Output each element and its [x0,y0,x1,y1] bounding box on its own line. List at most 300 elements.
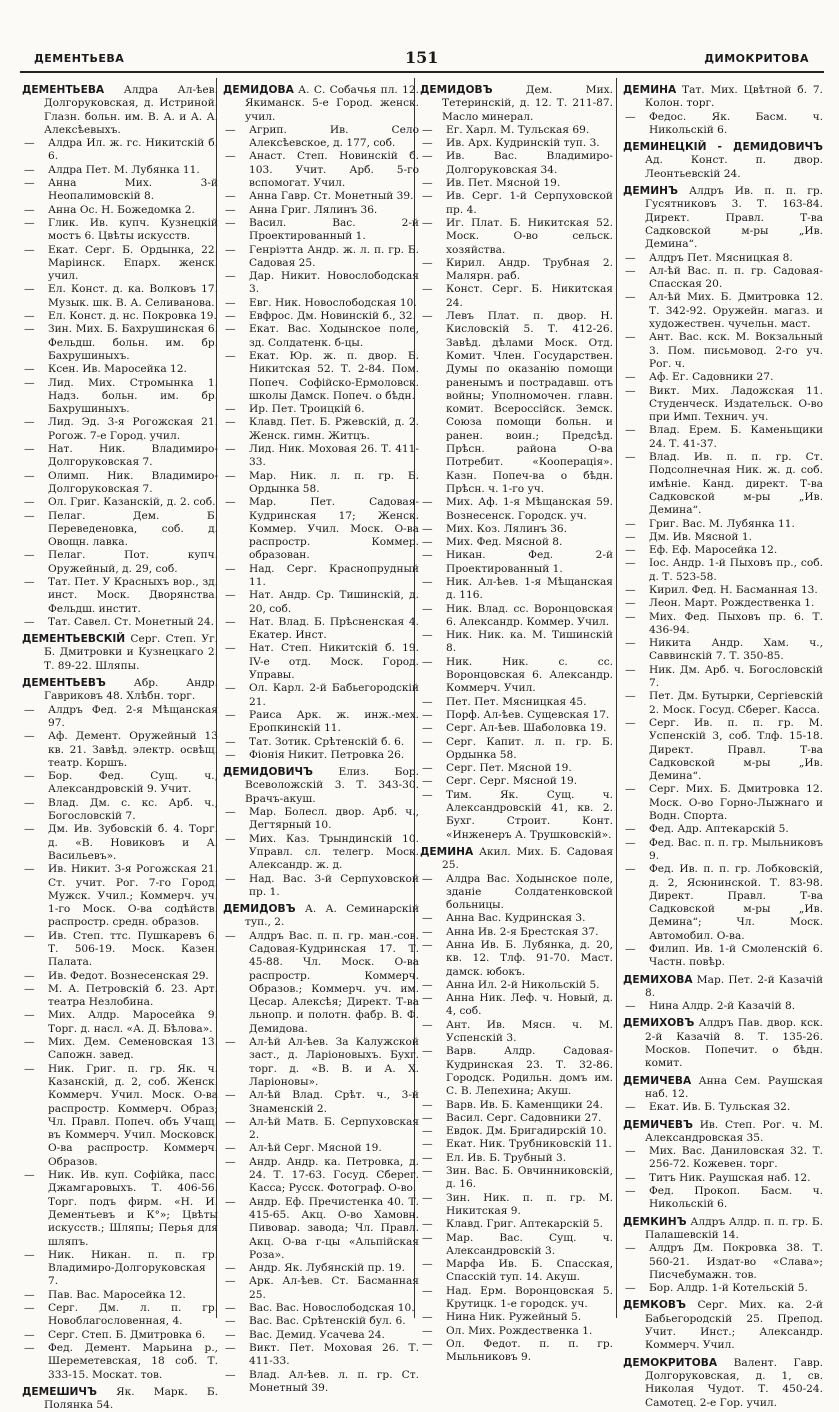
entry-text: Серг. Дм. л. п. гр. Новоблагословенная, 4. [48,1302,218,1328]
ditto-dash: — [422,177,433,190]
ditto-dash: — [625,557,636,570]
ditto-dash: — [24,969,35,982]
directory-entry [22,443,218,470]
ditto-dash: — [24,310,35,323]
entry-surname: ДЕМКИНЪ [623,1215,687,1228]
directory-entry [623,331,823,371]
ditto-dash: — [225,416,236,429]
entry-text: Пет. Пет. Мясницкая 45. [446,695,587,708]
entry-text: Ник. Ал-ѣев. 1-я Мѣщанская д. 116. [446,575,613,602]
ditto-dash: — [422,1324,433,1337]
directory-entry [623,84,823,111]
directory-entry [22,633,218,673]
entry-text: Алдръ Пет. Мясницкая 8. [649,251,793,264]
ditto-dash: — [225,1036,236,1049]
ditto-dash: — [24,863,35,876]
ditto-dash: — [24,323,35,336]
ditto-dash: — [422,708,433,721]
directory-entry [623,863,823,943]
directory-entry [22,1169,218,1249]
entry-surname: ДЕМЕНТЬЕВСКІЙ [22,633,126,646]
ditto-dash: — [422,1165,433,1178]
entry-text: Кирил. Андр. Трубная 2. Малярн. раб. [446,256,613,283]
directory-entry [623,518,823,531]
directory-entry [223,124,419,151]
ditto-dash: — [24,203,35,216]
ditto-dash: — [625,1101,636,1114]
directory-entry [223,84,419,124]
directory-entry [223,204,419,217]
directory-entry [22,616,218,629]
entry-text: Елиз. Бор. Всеволожскій 3. Т. 343-30. Врачъ-акуш. [245,766,419,805]
entry-text: Абр. Андр. Гавриковъ 48. Хлѣбн. торг. [44,677,218,703]
ditto-dash: — [225,589,236,602]
ditto-dash: — [225,1302,236,1315]
directory-entry [420,603,613,630]
entry-text: Ел. Конст. д. ка. Волковъ 17. Музык. шк. В. А. Селиванова. [48,283,218,309]
entry-text: Ал-ѣй Влад. Срѣт. ч., 3-й Знаменскій 2. [249,1089,419,1115]
ditto-dash: — [422,695,433,708]
entry-surname: ДЕМИДОВЪ [420,84,493,96]
directory-entry [420,257,613,284]
ditto-dash: — [24,1248,35,1261]
ditto-dash: — [24,796,35,809]
ditto-dash: — [24,1169,35,1182]
entry-text: Ив. Степ. ттс. Пушкаревъ 6. Т. 506-19. Моск. Казен. Палата. [48,929,218,969]
entry-surname: ДЕМЕШИЧЪ [22,1385,97,1398]
ditto-dash: — [225,682,236,695]
entry-text: Влад. Дм. с. кс. Арб. ч., Богословскій 7. [48,796,218,823]
entry-text: Алдра Ил. ж. гс. Никитскій б. 6. [48,137,218,163]
entry-surname: ДЕМИДОВЪ [223,903,296,916]
directory-entry [223,642,419,682]
directory-entry [623,974,823,1001]
ditto-dash: — [225,296,236,309]
entry-text: Екат. Ив. Б. Тульская 32. [649,1101,791,1114]
ditto-dash: — [625,1171,636,1184]
directory-entry [623,1282,823,1295]
ditto-dash: — [625,716,636,729]
ditto-dash: — [625,110,636,123]
directory-entry [420,549,613,576]
entry-text: Ал-ѣй Вас. п. п. гр. Садовая-Спасская 20. [649,264,823,291]
entry-text: Мар. Пет. 2-й Казачій 8. [645,973,823,999]
ditto-dash: — [625,264,636,277]
ditto-dash: — [225,123,236,136]
entry-text: Нина Алдр. 2-й Казачій 8. [649,1000,796,1013]
entry-text: Пав. Вас. Маросейка 12. [48,1288,186,1301]
directory-entry [623,584,823,597]
directory-entry [623,637,823,664]
entry-text: Дм. Ив. Мясной 1. [649,530,752,543]
directory-entry [223,1262,419,1275]
directory-entry [22,496,218,509]
entry-text: Мих. Дем. Семеновская 13. Сапожн. завед. [48,1036,218,1062]
directory-entry [420,1099,613,1112]
directory-entry [22,730,218,770]
directory-entry [22,1289,218,1302]
ditto-dash: — [422,1098,433,1111]
directory-entry [22,1063,218,1169]
ditto-dash: — [24,376,35,389]
ditto-dash: — [225,243,236,256]
entry-text: Нат. Ник. Владимиро-Долгоруковская 7. [48,443,218,469]
ditto-dash: — [625,530,636,543]
directory-entry [22,549,218,576]
ditto-dash: — [422,123,433,136]
entry-text: Алдра Пет. М. Лубянка 11. [48,163,200,176]
directory-entry [420,846,613,873]
directory-entry [223,563,419,590]
entry-text: Екат. Вас. Ходынское поле, зд. Солдатенк. б-цы. [249,323,419,349]
entry-text: Ник. Григ. п. гр. Як. ч. Казанскій, д. 2, соб. Женск. Коммерч. Учил. Моск. О-ва распростр. Коммерч. Образ; Чл. Правл. Попеч. объ Учащ. въ Коммерч. Учил. Московск. О-ва распростр. Коммерч. Образов. [48,1062,218,1168]
directory-entry [420,979,613,992]
directory-entry [420,1192,613,1219]
ditto-dash: — [24,509,35,522]
ditto-dash: — [422,925,433,938]
ditto-dash: — [24,163,35,176]
entry-text: Ел. Ив. Б. Трубный 3. [446,1151,567,1164]
directory-entry [420,709,613,722]
directory-entry [223,709,419,736]
entry-surname: ДЕМИНЕЦКІЙ - ДЕМИДОВИЧЪ [623,141,823,154]
ditto-dash: — [24,823,35,836]
entry-surname: ДЕМИЧЕВЪ [623,1118,693,1131]
entry-text: Серг. Степ. Б. Дмитровка 6. [48,1328,206,1341]
ditto-dash: — [225,270,236,283]
directory-entry [420,1045,613,1098]
ditto-dash: — [625,823,636,836]
entry-text: Ал-ѣй Матв. Б. Серпуховская 2. [249,1115,419,1142]
ditto-dash: — [422,775,433,788]
entry-text: Ив. Вас. Владимиро-Долгоруковская 34. [446,150,613,176]
ditto-dash: — [24,615,35,628]
entry-text: Лид. Эд. 3-я Рогожская 21. Рогож. 7-е Город. учил. [48,416,218,442]
ditto-dash: — [225,748,236,761]
ditto-dash: — [225,216,236,229]
directory-entry [420,177,613,190]
entry-surname: ДЕМЕНТЬЕВЪ [22,677,106,690]
entry-text: Мих. Алдр. Маросейка 9. Торг. д. насл. «А. Д. Бѣлова». [48,1009,218,1035]
running-head-right: ДИМОКРИТОВА [704,52,809,65]
directory-entry [420,1152,613,1165]
ditto-dash: — [422,788,433,801]
entry-text: Серг. Серг. Мясной 19. [446,775,578,788]
ditto-dash: — [225,1315,236,1328]
ditto-dash: — [24,929,35,942]
entry-text: Зин. Мих. Б. Бахрушинская 6. Фельдш. больн. им. бр. Бахрушиныхъ. [48,323,218,362]
entry-text: Федос. Як. Басм. ч. Никольскій 6. [649,110,823,136]
entry-text: Акил. Мих. Б. Садовая 25. [442,845,613,872]
entry-text: Ал-ѣй Мих. Б. Дмитровка 12. Т. 342-92. Оружейн. магаз. и художествен. чучельн. маст. [649,291,823,331]
directory-entry [420,310,613,496]
ditto-dash: — [24,363,35,376]
ditto-dash: — [625,943,636,955]
ditto-dash: — [625,517,636,530]
directory-entry [623,1185,823,1212]
ditto-dash: — [225,203,236,216]
entry-text: Алдръ Фед. 2-я Мѣщанская 97. [48,703,218,729]
directory-entry [420,1338,613,1365]
directory-entry [623,1172,823,1185]
entry-text: Ег. Харл. М. Тульская 69. [446,123,590,136]
ditto-dash: — [24,416,35,429]
entry-surname: ДЕМЕНТЬЕВА [22,84,105,96]
ditto-dash: — [422,978,433,991]
ditto-dash: — [625,544,636,557]
ditto-dash: — [225,832,236,845]
directory-entry [22,930,218,970]
entry-text: Іос. Андр. 1-й Пыховъ пр., соб. д. Т. 523-58. [649,557,823,583]
ditto-dash: — [625,610,636,623]
running-head [0,50,839,70]
directory-entry [223,416,419,443]
directory-entry [223,244,419,271]
entry-text: Евфрос. Дм. Новинскій б., 32. [249,310,416,323]
directory-entry [22,416,218,443]
entry-text: Над. Ерм. Воронцовская 5. Крутицк. 1-е городск. уч. [446,1284,613,1311]
directory-entry [420,775,613,788]
entry-text: Леон. Март. Рождественка 1. [649,597,815,610]
entry-text: Пет. Дм. Бутырки, Сергіевскій 2. Моск. Госуд. Сберег. Касса. [649,690,823,716]
directory-entry [623,1075,823,1102]
entry-text: Алдръ Пав. двор. кск. 2-й Казачій 8. Т. 135-26. Москов. Попечит. о бѣдн. комит. [645,1017,823,1070]
directory-entry [420,536,613,549]
ditto-dash: — [225,1089,236,1102]
directory-entry [22,204,218,217]
directory-entry [22,1249,218,1289]
directory-entry [22,377,218,417]
directory-entry [420,1285,613,1312]
ditto-dash: — [422,310,433,323]
ditto-dash: — [225,1115,236,1128]
entry-text: Евдок. Дм. Бригадирскій 10. [446,1125,607,1138]
entry-text: Тат. Савел. Ст. Монетный 24. [48,615,214,628]
entry-text: Глик. Ив. купч. Кузнецкій мостъ 6. Цвѣты искусств. [48,216,218,243]
entry-text: Ив. Арх. Кудринскій туп. 3. [446,137,600,150]
ditto-dash: — [625,836,636,849]
entry-surname: ДЕМИХОВЪ [623,1017,695,1030]
entry-text: А. С. Собачья пл. 12. Якиманск. 5-е Город. женск. учил. [245,84,419,123]
ditto-dash: — [225,443,236,456]
directory-entry [623,451,823,517]
entry-text: Влад. Ал-ѣев. л. п. гр. Ст. Монетный 39. [249,1368,419,1394]
entry-text: Серг. Степ. Уг. Б. Дмитровки и Кузнецкаго 2. Т. 89-22. Шляпы. [44,633,218,672]
entry-text: Никан. Фед. 2-й Проектированный 1. [446,549,613,575]
directory-entry [223,496,419,562]
ditto-dash: — [225,469,236,482]
directory-entry [223,297,419,310]
directory-entry [623,597,823,610]
entry-text: Серг. Ив. п. п. гр. М. Успенскій 3, соб. Тлф. 15-18. Директ. Правл. Т-ва Садковской м-ры „Ив. Демина“. [649,716,823,783]
entry-text: Зин. Вас. Б. Овчинниковскій, д. 16. [446,1165,613,1191]
ditto-dash: — [422,655,433,668]
ditto-dash: — [422,1284,433,1297]
ditto-dash: — [24,1062,35,1075]
directory-entry [623,1119,823,1146]
directory-entry [420,762,613,775]
directory-entry [420,1019,613,1046]
directory-column-4 [623,80,823,1410]
entry-text: Серг. Пет. Мясной 19. [446,762,572,775]
directory-entry [223,833,419,873]
ditto-dash: — [422,872,433,885]
entry-text: Ол. Григ. Казанскій, д. 2. соб. [48,496,216,509]
entry-text: Титъ Ник. Раушская наб. 12. [649,1171,811,1184]
entry-text: Порф. Ал-ѣев. Сущевская 17. [446,708,610,721]
entry-text: Ник. Влад. сс. Воронцовская 6. Александр. Коммер. Учил. [446,602,613,628]
directory-entry [22,576,218,616]
entry-text: Васил. Вас. 2-й Проектированный 1. [249,216,419,243]
entry-text: Вас. Вас. Новослободская 10. [249,1302,415,1315]
directory-entry [223,1196,419,1262]
entry-text: Анаст. Степ. Новинскій б. 103. Учит. Арб. 5-го вспомогат. Учил. [249,150,419,190]
directory-entry [223,1342,419,1369]
entry-text: Екат. Ник. Трубниковскій 11. [446,1138,612,1151]
directory-entry [22,310,218,323]
entry-text: М. А. Петровскій б. 23. Арт. театра Незлобина. [48,982,218,1009]
directory-entry [623,1017,823,1070]
entry-surname: ДЕМИЧЕВА [623,1074,692,1087]
directory-entry [623,1299,823,1352]
directory-column-1 [22,80,218,1412]
directory-entry [420,1258,613,1285]
entry-text: Андр. Як. Лубянскій пр. 19. [249,1262,406,1275]
ditto-dash: — [625,783,636,796]
entry-text: Над. Серг. Краснопрудный 11. [249,562,419,588]
directory-entry [223,470,419,497]
directory-entry [623,531,823,544]
ditto-dash: — [225,735,236,748]
ditto-dash: — [24,1341,35,1354]
ditto-dash: — [422,602,433,615]
entry-text: Ир. Пет. Троицкій 6. [249,403,365,416]
entry-text: Анна Григ. Лялинъ 36. [249,203,378,216]
entry-text: Мих. Каз. Трындинскій 10. Управл. сл. телегр. Моск. Александр. ж. д. [249,832,419,872]
ditto-dash: — [24,177,35,190]
directory-entry [623,664,823,691]
entry-text: Раиса Арк. ж. инж.-мех. Еропкинскій 11. [249,708,419,735]
directory-entry [22,177,218,204]
entry-text: Тат. Зотик. Срѣтенскій б. 6. [249,735,405,748]
ditto-dash: — [422,939,433,951]
ditto-dash: — [422,190,433,203]
entry-text: Ксен. Ив. Маросейка 12. [48,363,187,376]
ditto-dash: — [225,1195,236,1208]
entry-text: Анна Мих. 3-й Неопалимовскій 8. [48,177,218,203]
directory-entry [223,589,419,616]
ditto-dash: — [225,562,236,575]
directory-entry [223,190,419,203]
entry-text: Ад. Конст. п. двор. Леонтьевскій 24. [645,154,823,180]
directory-entry [223,1275,419,1302]
ditto-dash: — [422,912,433,925]
ditto-dash: — [422,762,433,775]
ditto-dash: — [422,1218,433,1231]
entry-text: Ник. Ив. куп. Софійка, пасс. Джамгаровыхъ. Т. 406-56. Торг. подъ фирм. «Н. И. Дементьевъ и К°»; Цвѣты искусств.; Шляпы; Перья для шляпъ. [48,1169,218,1248]
ditto-dash: — [422,522,433,535]
ditto-dash: — [225,310,236,323]
entry-text: Пелаг. Дем. Б. Переведеновка, соб. д. Овощн. лавка. [48,509,218,549]
entry-text: Мих. Аф. 1-я Мѣщанская 59. Вознесенск. Городск. уч. [446,496,613,522]
entry-text: Ив. Федот. Вознесенская 29. [48,969,209,982]
entry-text: Екат. Серг. Б. Ордынка, 22. Маріинск. Епарх. женск. учил. [48,243,218,283]
entry-text: Викт. Мих. Ладожская 11. Студенческ. Издательск. О-во при Имп. Технич. уч. [649,384,823,424]
directory-entry [623,291,823,331]
directory-entry [22,217,218,244]
directory-entry [22,823,218,863]
ditto-dash: — [225,929,236,942]
directory-entry [223,682,419,709]
entry-text: Серг. Ал-ѣев. Шаболовка 19. [446,722,607,735]
entry-text: Алдръ Дм. Покровка 38. Т. 560-21. Издат-во «Слава»; Писчебумажн. тов. [649,1242,823,1281]
directory-entry [623,252,823,265]
entry-text: Серг. Мих. ка. 2-й Бабьегородскій 25. Препод. Учит. Инст.; Александр. Коммерч. Учил. [645,1299,823,1352]
entry-text: Вас. Демид. Усачева 24. [249,1328,385,1341]
entry-text: Дем. Мих. Тетеринскій, д. 12. Т. 211-87. Масло минерал. [442,84,614,123]
ditto-dash: — [422,575,433,588]
entry-text: Мар. Болесл. двор. Арб. ч., Дегтярный 10. [249,806,419,832]
directory-entry [623,185,823,251]
ditto-dash: — [625,331,636,344]
entry-text: Фед. Демент. Марьина р., Шереметевская, 18 соб. Т. 333-15. Москат. тов. [48,1341,218,1381]
entry-text: Дм. Ив. Зубовскій б. 4. Торг. д. «В. Новиковъ и А. Васильевъ». [48,823,218,862]
entry-text: Фед. Вас. п. п. гр. Мыльниковъ 9. [649,836,823,862]
ditto-dash: — [422,216,433,229]
directory-entry [623,1145,823,1172]
ditto-dash: — [225,1368,236,1381]
entry-text: Викт. Пет. Моховая 26. Т. 411-33. [249,1341,419,1368]
entry-text: Ив. Степ. Рог. ч. М. Александровская 35. [645,1118,824,1144]
ditto-dash: — [24,982,35,995]
entry-text: Мар. Ник. л. п. гр. Б. Ордынка 58. [249,469,419,495]
entry-text: Нат. Андр. Ср. Тишинскій, д. 20, соб. [249,589,419,615]
entry-text: Тат. Мих. Цвѣтной б. 7. Колон. торг. [645,84,823,110]
entry-text: Левъ Плат. п. двор. Н. Кисловскій 5. Т. 412-26. Завѣд. дѣлами Моск. Отд. Комит. Член. Государствен. Думы по оказанію помощи раненымъ и пострадавш. отъ войны; Уполномочен. главн. комит. Всероссійск. Земск. Союза помощи больн. и ранен. воин.; Предсѣд. Прѣсн. района О-ва Потребит. «Кооперація». Казн. Попеч-ва о бѣдн. Прѣсн. ч. 1-го уч. [446,310,613,495]
entry-text: Ел. Конст. д. нс. Покровка 19. [48,310,217,323]
directory-entry [22,84,218,137]
entry-text: Мар. Пет. Садовая-Кудринская 17; Женск. Коммер. Учил. Моск. О-ва распростр. Коммер. образован. [249,496,419,562]
header-rule [20,71,824,73]
directory-entry [420,150,613,177]
directory-entry [420,1325,613,1338]
entry-text: Дар. Никит. Новослободская 3. [249,270,419,296]
ditto-dash: — [225,190,236,203]
entry-text: Пелаг. Пот. купч. Оружейный, д. 29, соб. [48,549,218,575]
directory-column-3 [420,80,613,1365]
entry-text: Аф. Ег. Садовники 27. [649,371,774,384]
page-number: 151 [405,48,439,67]
ditto-dash: — [422,150,433,163]
entry-text: Евг. Ник. Новослободская 10. [249,296,417,309]
entry-surname: ДЕМКОВЪ [623,1299,686,1312]
directory-entry [623,544,823,557]
ditto-dash: — [24,1036,35,1049]
entry-text: Варв. Ив. Б. Каменщики 24. [446,1098,603,1111]
directory-entry [420,124,613,137]
entry-surname: ДЕМИХОВА [623,973,693,986]
directory-entry [623,783,823,823]
entry-text: Филип. Ив. 1-й Смоленскій 6. Частн. повѣр. [649,943,823,969]
entry-text: Бор. Алдр. 1-й Котельскій 5. [649,1282,808,1295]
column-divider [616,78,617,1318]
entry-text: Ант. Ив. Мясн. ч. М. Успенскій 3. [446,1018,613,1045]
ditto-dash: — [225,708,236,721]
directory-entry [223,1116,419,1143]
directory-entry [420,696,613,709]
directory-entry [420,873,613,913]
directory-entry [623,690,823,717]
